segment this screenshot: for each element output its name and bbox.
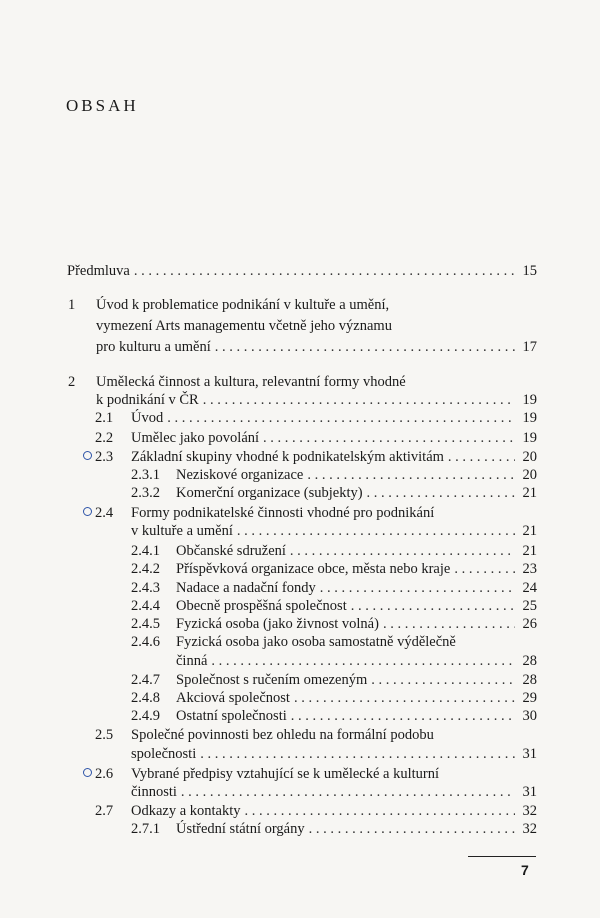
toc-entry-page: 28 bbox=[522, 653, 537, 669]
toc-entry[interactable] bbox=[131, 670, 537, 690]
toc-entry[interactable] bbox=[95, 764, 537, 784]
leader-dots bbox=[134, 261, 515, 281]
toc-entry-title: Umělec jako povolání bbox=[131, 430, 260, 446]
leader-dots bbox=[448, 447, 515, 467]
toc-entry-page: 23 bbox=[522, 561, 537, 577]
leader-dots bbox=[181, 782, 515, 802]
toc-entry-page: 17 bbox=[522, 339, 537, 355]
leader-dots bbox=[203, 390, 515, 410]
toc-entry-title: činnosti bbox=[131, 784, 177, 800]
toc-entry-title: činná bbox=[176, 653, 208, 669]
toc-entry-title: Společnost s ručením omezeným bbox=[176, 672, 368, 688]
toc-entry-title: Umělecká činnost a kultura, relevantní formy vhodné bbox=[96, 374, 406, 390]
toc-entry[interactable] bbox=[95, 801, 537, 821]
toc-entry-page: 24 bbox=[522, 580, 537, 596]
toc-entry-title: Nadace a nadační fondy bbox=[176, 580, 316, 596]
toc-entry-page: 19 bbox=[522, 430, 537, 446]
toc-entry-continuation[interactable] bbox=[131, 521, 537, 541]
toc-entry-title: Společné povinnosti bez ohledu na formální podobu bbox=[131, 727, 434, 743]
toc-entry-number: 2.6 bbox=[95, 766, 114, 782]
toc-entry-page: 21 bbox=[522, 543, 537, 559]
toc-entry[interactable] bbox=[95, 428, 537, 448]
toc-entry-title: Předmluva bbox=[67, 263, 130, 279]
toc-entry-continuation[interactable] bbox=[131, 782, 537, 802]
circle-marker-icon bbox=[83, 768, 92, 777]
toc-entry-number: 2.4.3 bbox=[131, 580, 160, 596]
toc-entry[interactable] bbox=[95, 447, 537, 467]
toc-entry-number: 2.5 bbox=[95, 727, 114, 743]
leader-dots bbox=[245, 801, 515, 821]
toc-entry-number: 2.4.1 bbox=[131, 543, 160, 559]
toc-entry-number: 2.1 bbox=[95, 410, 114, 426]
toc-entry-page: 32 bbox=[522, 821, 537, 837]
toc-entry-continuation bbox=[96, 316, 537, 336]
toc-entry-number: 1 bbox=[68, 297, 76, 313]
toc-entry-page: 28 bbox=[522, 672, 537, 688]
toc-entry-number: 2.4 bbox=[95, 505, 114, 521]
toc-entry-page: 20 bbox=[522, 449, 537, 465]
toc-entry[interactable] bbox=[68, 295, 537, 315]
page-number: 7 bbox=[521, 862, 529, 878]
circle-marker-icon bbox=[83, 507, 92, 516]
toc-entry-number: 2.3 bbox=[95, 449, 114, 465]
leader-dots bbox=[351, 596, 515, 616]
leader-dots bbox=[215, 337, 515, 357]
toc-entry-page: 15 bbox=[522, 263, 537, 279]
toc-entry-title: Formy podnikatelské činnosti vhodné pro podnikání bbox=[131, 505, 435, 521]
toc-entry-title: Obecně prospěšná společnost bbox=[176, 598, 347, 614]
toc-entry-title: Odkazy a kontakty bbox=[131, 803, 241, 819]
toc-entry-number: 2.3.2 bbox=[131, 485, 160, 501]
toc-entry-title: Úvod bbox=[131, 410, 164, 426]
toc-entry[interactable] bbox=[67, 261, 537, 281]
toc-entry-number: 2.2 bbox=[95, 430, 114, 446]
toc-entry-page: 21 bbox=[522, 523, 537, 539]
toc-entry-page: 30 bbox=[522, 708, 537, 724]
toc-entry-number: 2.4.4 bbox=[131, 598, 160, 614]
toc-entry-number: 2.4.9 bbox=[131, 708, 160, 724]
toc-entry-page: 32 bbox=[522, 803, 537, 819]
toc-entry[interactable] bbox=[131, 819, 537, 839]
toc-entry-title: Ostatní společnosti bbox=[176, 708, 287, 724]
toc-entry-title: Fyzická osoba jako osoba samostatně výdělečně bbox=[176, 634, 456, 650]
toc-entry-title: Akciová společnost bbox=[176, 690, 290, 706]
leader-dots bbox=[309, 819, 515, 839]
toc-entry-title: Ústřední státní orgány bbox=[176, 821, 305, 837]
footer-rule bbox=[468, 856, 536, 857]
toc-entry-page: 21 bbox=[522, 485, 537, 501]
toc-entry-number: 2.4.2 bbox=[131, 561, 160, 577]
toc-entry[interactable] bbox=[68, 372, 537, 392]
toc-entry-page: 19 bbox=[522, 392, 537, 408]
toc-entry[interactable] bbox=[95, 725, 537, 745]
leader-dots bbox=[211, 651, 515, 671]
toc-entry-page: 19 bbox=[522, 410, 537, 426]
toc-entry-number: 2.3.1 bbox=[131, 467, 160, 483]
toc-entry-title: Neziskové organizace bbox=[176, 467, 304, 483]
leader-dots bbox=[237, 521, 515, 541]
leader-dots bbox=[320, 578, 515, 598]
toc-entry-number: 2.4.7 bbox=[131, 672, 160, 688]
circle-marker-icon bbox=[83, 451, 92, 460]
toc-entry-number: 2.4.5 bbox=[131, 616, 160, 632]
toc-entry-page: 25 bbox=[522, 598, 537, 614]
toc-entry-continuation[interactable] bbox=[96, 337, 537, 357]
toc-entry-title: pro kulturu a umění bbox=[96, 339, 211, 355]
toc-entry-page: 26 bbox=[522, 616, 537, 632]
toc-entry[interactable] bbox=[131, 578, 537, 598]
toc-entry[interactable] bbox=[131, 706, 537, 726]
toc-entry[interactable] bbox=[131, 559, 537, 579]
toc-entry-title: k podnikání v ČR bbox=[96, 392, 199, 408]
leader-dots bbox=[290, 541, 515, 561]
toc-entry-number: 2.7.1 bbox=[131, 821, 160, 837]
leader-dots bbox=[291, 706, 515, 726]
toc-entry-title: v kultuře a umění bbox=[131, 523, 233, 539]
toc-entry-number: 2.4.6 bbox=[131, 634, 160, 650]
toc-entry[interactable] bbox=[131, 614, 537, 634]
toc-entry-number: 2.4.8 bbox=[131, 690, 160, 706]
leader-dots bbox=[200, 744, 515, 764]
toc-entry-page: 29 bbox=[522, 690, 537, 706]
toc-entry[interactable] bbox=[131, 596, 537, 616]
leader-dots bbox=[371, 670, 515, 690]
toc-entry[interactable] bbox=[131, 632, 537, 652]
toc-entry-title: Vybrané předpisy vztahující se k umělecké a kulturní bbox=[131, 766, 440, 782]
toc-entry-page: 31 bbox=[522, 784, 537, 800]
toc-entry-title: společnosti bbox=[131, 746, 197, 762]
leader-dots bbox=[307, 465, 515, 485]
leader-dots bbox=[294, 688, 515, 708]
toc-entry-continuation[interactable] bbox=[96, 390, 537, 410]
toc-entry[interactable] bbox=[95, 408, 537, 428]
toc-entry[interactable] bbox=[131, 465, 537, 485]
toc-entry-title: Občanské sdružení bbox=[176, 543, 286, 559]
toc-entry-title: Příspěvková organizace obce, města nebo kraje bbox=[176, 561, 451, 577]
leader-dots bbox=[367, 483, 515, 503]
toc-entry-number: 2.7 bbox=[95, 803, 114, 819]
toc-heading: OBSAH bbox=[66, 96, 139, 115]
toc-entry-page: 31 bbox=[522, 746, 537, 762]
toc-entry-title: Fyzická osoba (jako živnost volná) bbox=[176, 616, 379, 632]
toc-entry-continuation[interactable] bbox=[176, 651, 537, 671]
toc-entry-title: Komerční organizace (subjekty) bbox=[176, 485, 363, 501]
leader-dots bbox=[454, 559, 515, 579]
toc-entry-number: 2 bbox=[68, 374, 76, 390]
toc-entry-title: Úvod k problematice podnikání v kultuře a umění, bbox=[96, 297, 390, 313]
toc-entry-page: 20 bbox=[522, 467, 537, 483]
toc-entry[interactable] bbox=[131, 483, 537, 503]
toc-entry[interactable] bbox=[131, 541, 537, 561]
leader-dots bbox=[263, 428, 515, 448]
toc-entry-title: Základní skupiny vhodné k podnikatelským aktivitám bbox=[131, 449, 444, 465]
toc-entry[interactable] bbox=[95, 503, 537, 523]
toc-entry[interactable] bbox=[131, 688, 537, 708]
toc-entry-continuation[interactable] bbox=[131, 744, 537, 764]
leader-dots bbox=[167, 408, 515, 428]
leader-dots bbox=[383, 614, 515, 634]
toc-entry-title: vymezení Arts managementu včetně jeho významu bbox=[96, 318, 392, 334]
